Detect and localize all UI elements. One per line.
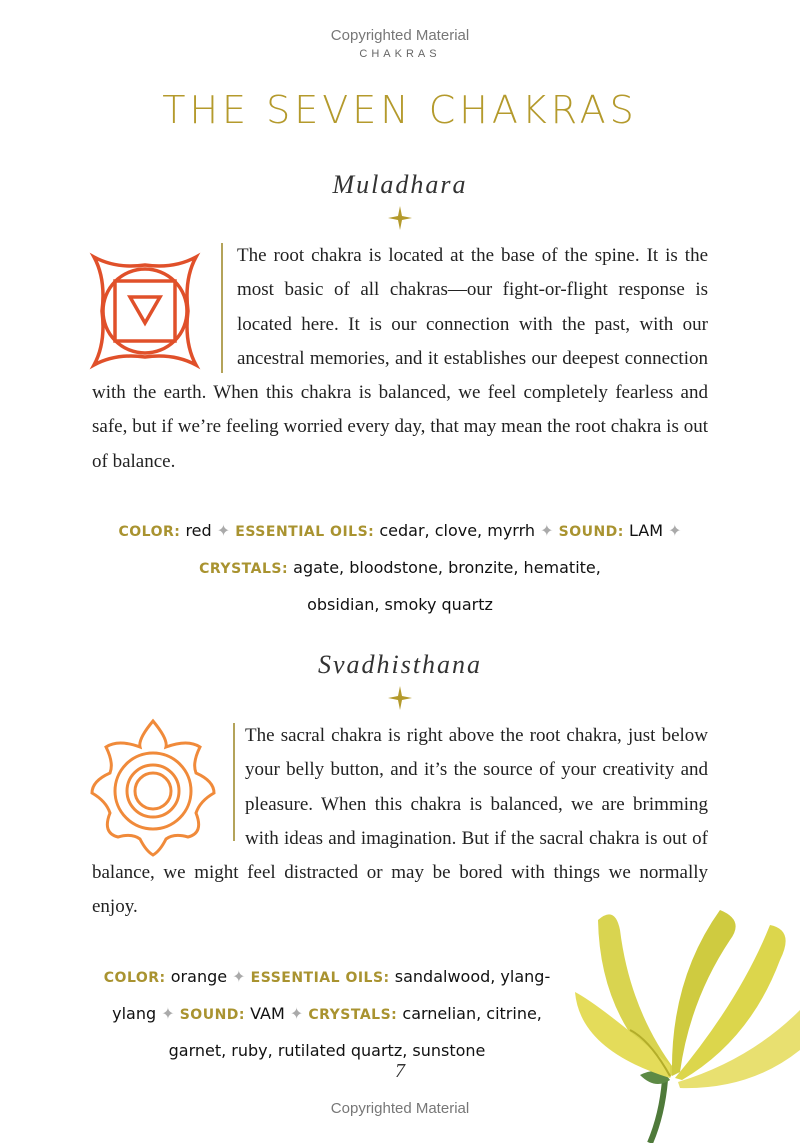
sparkle-icon: ✦	[216, 521, 231, 540]
divider-bar	[233, 723, 235, 841]
sparkle-icon: ✦	[161, 1004, 175, 1023]
divider-bar	[221, 243, 223, 373]
section-heading-muladhara: Muladhara	[332, 170, 468, 199]
watermark-top: Copyrighted Material	[330, 27, 470, 44]
chakra-figure	[92, 719, 245, 853]
root-chakra-icon	[86, 249, 204, 373]
watermark-bottom: Copyrighted Material	[330, 1100, 470, 1117]
sparkle-icon: ✦	[540, 521, 554, 540]
star-ornament-icon	[388, 686, 412, 710]
page-number: 7	[395, 1060, 405, 1082]
attributes-muladhara: COLOR: red ✦ ESSENTIAL OILS: cedar, clove, myrrh ✦ SOUND: LAM ✦ CRYSTALS: agate, bloodstone, bronzite, hematite, obsidian, smoky quartz	[118, 521, 682, 614]
running-head: CHAKRAS	[359, 48, 441, 60]
section-heading-svadhisthana: Svadhisthana	[317, 650, 483, 679]
star-ornament-icon	[388, 206, 412, 230]
section-body-muladhara: The root chakra is located at the base of the spine. It is the most basic of all chakras—our fight-or-flight response is located here. It is our connection with the past, with our ancestral memories, and it establishes our deepest connection with the earth. When this chakra is balanced, we feel completely fearless and safe, but if we’re feeling worried every day, that may mean the root chakra is out of balance.	[92, 239, 708, 479]
section-body-svadhisthana: The sacral chakra is right above the root chakra, just below your belly button, and it’s the source of your creativity and pleasure. When this chakra is balanced, we are brimming with ideas and imagination. But if the sacral chakra is out of balance, we might feel distracted or may be bored with things we normally enjoy.	[92, 719, 708, 925]
sparkle-icon: ✦	[289, 1004, 304, 1023]
chakra-figure	[92, 239, 237, 373]
attributes-svadhisthana: COLOR: orange ✦ ESSENTIAL OILS: sandalwood, ylang-ylang ✦ SOUND: VAM ✦ CRYSTALS: carnelian, citrine, garnet, ruby, rutilated quartz, sunstone	[103, 967, 551, 1060]
page-title: THE SEVEN CHAKRAS	[162, 88, 638, 132]
sparkle-icon: ✦	[232, 967, 246, 986]
sparkle-icon: ✦	[668, 521, 682, 540]
sacral-chakra-icon	[88, 717, 218, 857]
